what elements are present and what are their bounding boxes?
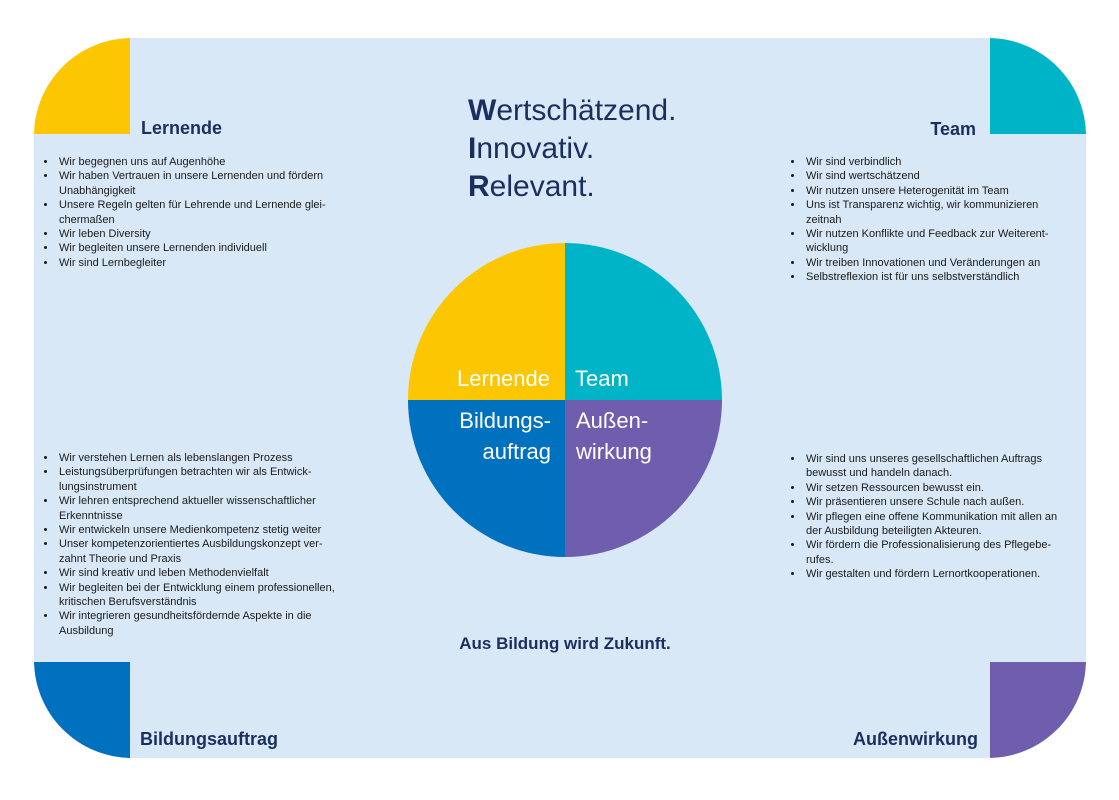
list-item: • Leistungsüberprüfungen betrachten wir als Entwick- lungsinstrument (57, 465, 387, 494)
values-wheel (406, 241, 724, 559)
heading-lernende: Lernende (141, 118, 223, 138)
list-team (782, 155, 1104, 285)
wheel-label-bildungs: Bildungs- (459, 408, 551, 433)
motto-line: Wertschätzend. (468, 94, 677, 127)
corner-aussenwirkung (990, 662, 1086, 758)
wheel-label-auftrag: auftrag (482, 439, 551, 464)
list-item: • Wir begegnen uns auf Augenhöhe (57, 155, 377, 169)
wheel-label-lernende: Lernende (457, 366, 550, 391)
list-item: • Wir sind kreativ und leben Methodenvielfalt (57, 566, 387, 580)
corner-bildungsauftrag (34, 662, 130, 758)
list-item: • Wir leben Diversity (57, 227, 377, 241)
list-item: • Wir begleiten unsere Lernenden individuell (57, 241, 377, 255)
list-item: • Wir sind wertschätzend (804, 169, 1104, 183)
list-item: • Wir nutzen unsere Heterogenität im Team (804, 184, 1104, 198)
list-item: • Wir haben Vertrauen in unsere Lernenden und fördern Unabhängigkeit (57, 169, 377, 198)
list-item: • Wir entwickeln unsere Medienkompetenz stetig weiter (57, 523, 387, 537)
list-item: • Wir lehren entsprechend aktueller wissenschaftlicher Erkenntnisse (57, 494, 387, 523)
corner-team (990, 38, 1086, 134)
list-item: • Wir setzen Ressourcen bewusst ein. (804, 481, 1104, 495)
list-item: • Wir sind uns unseres gesellschaftlichen Auftrags bewusst und handeln danach. (804, 452, 1104, 481)
list-item: • Unser kompetenzorientiertes Ausbildungskonzept ver- zahnt Theorie und Praxis (57, 537, 387, 566)
heading-aussenwirkung: Außenwirkung (853, 729, 978, 749)
list-item: • Wir gestalten und fördern Lernortkooperationen. (804, 567, 1104, 581)
list-item: • Wir fördern die Professionalisierung des Pflegebe- rufes. (804, 538, 1104, 567)
list-item: • Wir pflegen eine offene Kommunikation mit allen an der Ausbildung beteiligten Akteuren. (804, 510, 1104, 539)
motto-line: Relevant. (468, 170, 595, 203)
heading-bildungsauftrag: Bildungsauftrag (140, 729, 278, 749)
list-item: • Selbstreflexion ist für uns selbstverständlich (804, 270, 1104, 284)
motto-line: Innovativ. (468, 132, 595, 165)
list-item: • Wir sind Lernbegleiter (57, 256, 377, 270)
list-item: • Wir präsentieren unsere Schule nach außen. (804, 495, 1104, 509)
tagline: Aus Bildung wird Zukunft. (459, 634, 671, 653)
motto (468, 92, 676, 206)
list-item: • Wir begleiten bei der Entwicklung einem professionellen, kritischen Berufsverständnis (57, 581, 387, 610)
corner-lernende (34, 38, 130, 134)
list-item: • Uns ist Transparenz wichtig, wir kommunizieren zeitnah (804, 198, 1104, 227)
list-bildungsauftrag (35, 451, 387, 638)
list-item: • Wir verstehen Lernen als lebenslangen Prozess (57, 451, 387, 465)
wheel-label-wirkung: wirkung (576, 439, 652, 464)
list-item: • Unsere Regeln gelten für Lehrende und Lernende glei- chermaßen (57, 198, 377, 227)
heading-team: Team (930, 119, 976, 139)
wheel-label-team: Team (575, 366, 629, 391)
list-item: • Wir treiben Innovationen und Veränderungen an (804, 256, 1104, 270)
list-aussenwirkung (782, 452, 1104, 582)
wheel-label-aussen: Außen- (576, 408, 649, 433)
list-item: • Wir sind verbindlich (804, 155, 1104, 169)
list-item: • Wir nutzen Konflikte und Feedback zur Weiterent- wicklung (804, 227, 1104, 256)
list-item: • Wir integrieren gesundheitsfördernde Aspekte in die Ausbildung (57, 609, 387, 638)
list-lernende (35, 155, 377, 270)
